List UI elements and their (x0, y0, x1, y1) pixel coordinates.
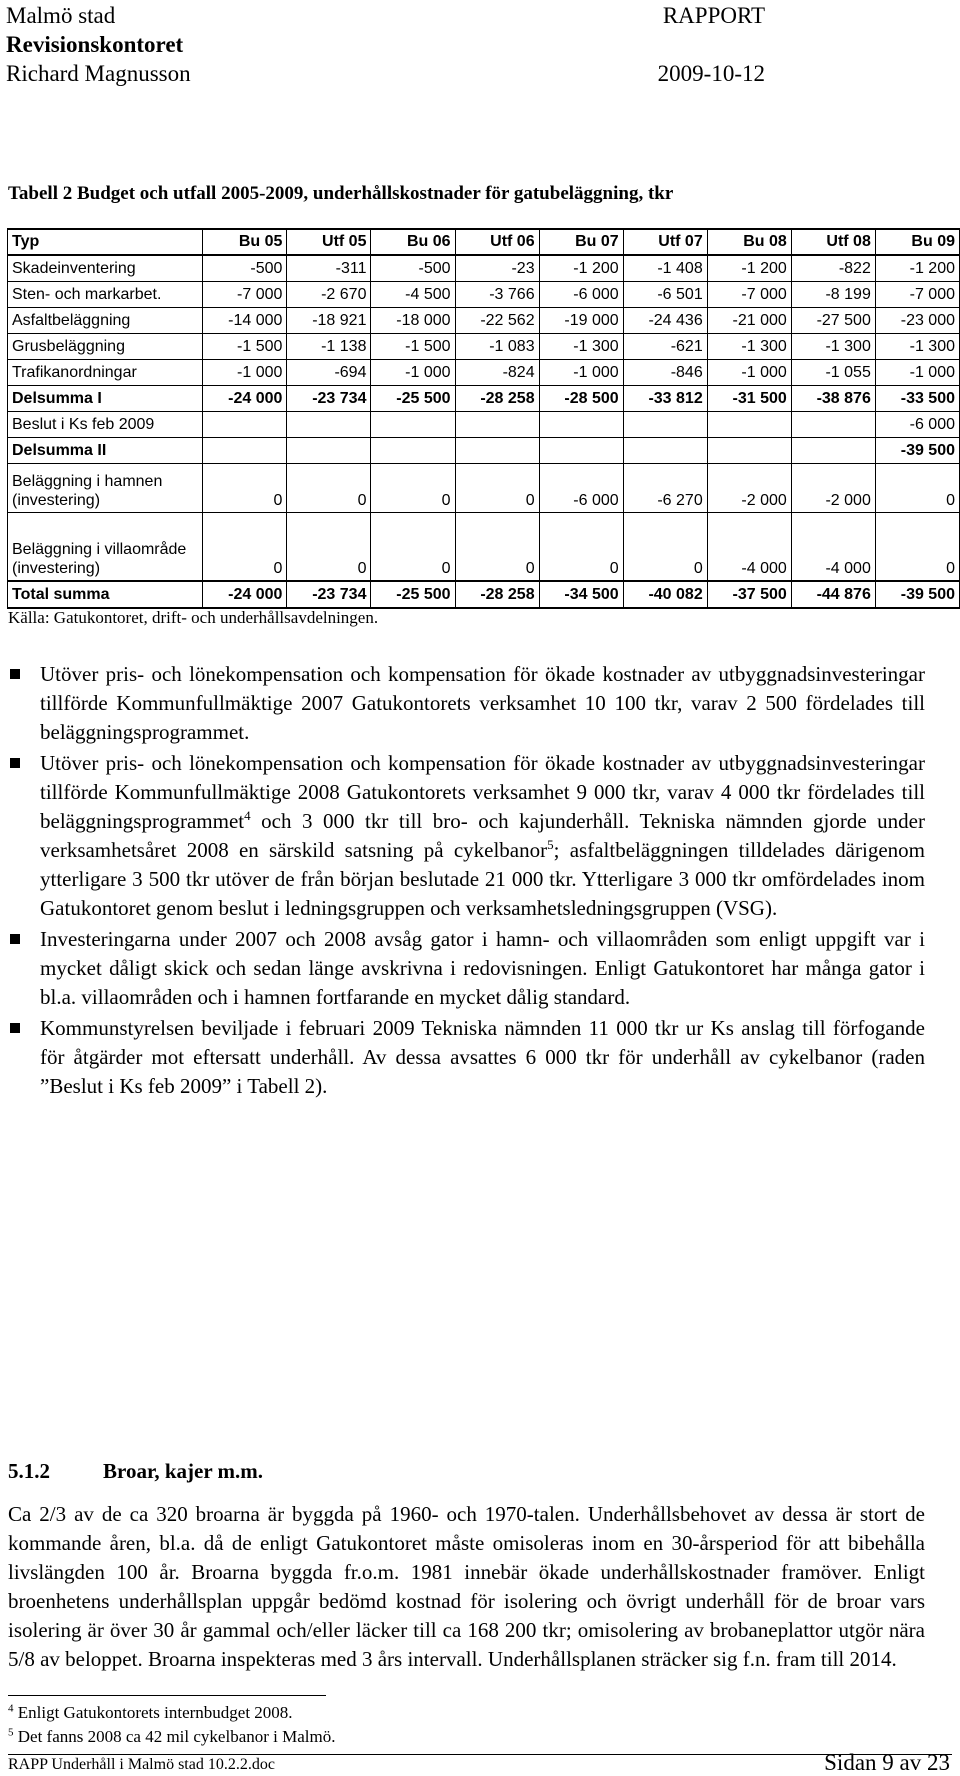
footnote (8, 1727, 335, 1747)
table-cell: -27 500 (791, 308, 875, 334)
table-cell: -25 500 (371, 581, 455, 608)
footnote-number: 5 (8, 1726, 14, 1739)
table-cell: -24 436 (623, 308, 707, 334)
table-cell: 0 (371, 513, 455, 582)
table-cell: -39 500 (875, 438, 959, 464)
table-cell (623, 412, 707, 438)
footnote-text: Det fanns 2008 ca 42 mil cykelbanor i Malmö. (17, 1727, 336, 1746)
table-cell: 0 (203, 464, 287, 513)
table-cell: -824 (455, 360, 539, 386)
table-cell (203, 438, 287, 464)
table-cell: -1 000 (875, 360, 959, 386)
footer-divider (8, 1754, 952, 1755)
table-cell: -25 500 (371, 386, 455, 412)
table-cell (287, 412, 371, 438)
table-cell: 0 (455, 464, 539, 513)
table-cell: -6 501 (623, 282, 707, 308)
table-cell: 0 (539, 513, 623, 582)
row-label: Trafikanordningar (8, 360, 203, 386)
table-cell: -24 000 (203, 581, 287, 608)
table-cell: -846 (623, 360, 707, 386)
row-label: Sten- och markarbet. (8, 282, 203, 308)
table-cell: -1 300 (875, 334, 959, 360)
footer-page-number: Sidan 9 av 23 (824, 1750, 950, 1775)
table-cell: -7 000 (875, 282, 959, 308)
table-cell: -2 000 (791, 464, 875, 513)
table-cell: -18 921 (287, 308, 371, 334)
bullet-text: Investeringarna under 2007 och 2008 avsåg gator i hamn- och villaområden som enligt uppgift var i mycket dåligt skick och sedan länge avskrivna i redovisningen. Enligt Gatukontoret har många gator i bl.a. villaområden och i hamnen fortfarande en mycket dålig standard. (40, 927, 925, 1009)
bullet-text-part: ; asfaltbeläggningen tilldelades därigenom ytterligare 3 500 tkr utöver de från början beslutade 21 000 tkr. Ytterligare 3 000 tkr omfördelades inom Gatukontoret genom beslut i ledningsgruppen och verksamhetsledningsgruppen (VSG). (40, 838, 925, 920)
table-row (8, 386, 960, 412)
column-header: Utf 08 (791, 229, 875, 255)
bullet-list (8, 660, 925, 1103)
table-cell: -1 300 (539, 334, 623, 360)
table-cell: -2 670 (287, 282, 371, 308)
table-cell: -14 000 (203, 308, 287, 334)
table-cell: -822 (791, 255, 875, 282)
table-cell: -8 199 (791, 282, 875, 308)
table-cell (539, 438, 623, 464)
bullet-item (8, 925, 925, 1012)
table-cell: 0 (455, 513, 539, 582)
bullet-square-icon (10, 669, 20, 679)
column-header: Utf 07 (623, 229, 707, 255)
footnote-text: Enligt Gatukontorets internbudget 2008. (17, 1703, 293, 1722)
table-row (8, 334, 960, 360)
footnote-number: 4 (8, 1702, 14, 1715)
bullet-text-part: och 3 000 tkr till bro- och kajunderhåll. Tekniska nämnden gjorde under verksamhetsåret 2008 en särskild satsning på cykelbanor (40, 809, 925, 862)
table-cell: -1 500 (203, 334, 287, 360)
table-cell: -621 (623, 334, 707, 360)
table-cell: -22 562 (455, 308, 539, 334)
table-cell (791, 412, 875, 438)
table-cell: -4 500 (371, 282, 455, 308)
table-cell (707, 412, 791, 438)
header-date: 2009-10-12 (657, 61, 765, 86)
table-row (8, 360, 960, 386)
bullet-item (8, 1014, 925, 1101)
header-dept: Revisionskontoret (6, 32, 184, 57)
row-label: Delsumma I (8, 386, 203, 412)
bullet-text: Utöver pris- och lönekompensation och kompensation för ökade kostnader av utbyggnadsinvesteringar tillförde Kommunfullmäktige 2007 Gatukontorets verksamhet 10 100 tkr, varav 2 500 fördelades till beläggningsprogrammet. (40, 662, 925, 744)
footnote-ref[interactable]: 4 (244, 808, 251, 823)
table-cell: -1 300 (791, 334, 875, 360)
header-left (6, 1, 191, 88)
table-cell: -1 138 (287, 334, 371, 360)
table-cell: -23 (455, 255, 539, 282)
column-header: Bu 09 (875, 229, 959, 255)
table-row (8, 581, 960, 608)
table-cell: -7 000 (203, 282, 287, 308)
table-cell (707, 438, 791, 464)
table-cell: 0 (371, 464, 455, 513)
table-row (8, 412, 960, 438)
page-header (0, 0, 960, 100)
table-cell: -6 000 (539, 282, 623, 308)
table-cell: -2 000 (707, 464, 791, 513)
table-cell (623, 438, 707, 464)
table-cell (455, 412, 539, 438)
bullet-text: Kommunstyrelsen beviljade i februari 2009 Tekniska nämnden 11 000 tkr ur Ks anslag till förfogande för åtgärder mot eftersatt underhåll. Av dessa avsattes 6 000 tkr för underhåll av cykelbanor (raden ”Beslut i Ks feb 2009” i Tabell 2). (40, 1016, 925, 1098)
table-cell: -33 500 (875, 386, 959, 412)
section-number: 5.1.2 (8, 1459, 50, 1483)
row-label: Beläggning i hamnen (investering) (8, 464, 203, 513)
table-cell (371, 412, 455, 438)
page-footer (0, 1750, 960, 1775)
column-header: Bu 06 (371, 229, 455, 255)
table-cell: -4 000 (791, 513, 875, 582)
section-body: Ca 2/3 av de ca 320 broarna är byggda på 1960- och 1970-talen. Underhållsbehovet av dessa är stort de kommande åren, bl.a. då de enligt Gatukontoret måste omisoleras inom en 30-årsperiod för att bibehålla livslängden 100 år. Broarna byggda fr.o.m. 1981 innebär ökade underhållskostnader framöver. Enligt broenhetens underhållsplan uppgår bedömd kostnad för isolering och övrigt underhåll för de broar vars isolering är över 30 år gammal och/eller läcker till ca 168 200 tkr; omisolering av brobaneplattor utgör nära 5/8 av beloppet. Broarna inspekteras med 3 års intervall. Underhållsplanen sträcker sig f.n. fram till 2014. (8, 1502, 925, 1671)
table-cell: -6 000 (539, 464, 623, 513)
table-row (8, 282, 960, 308)
table-source: Källa: Gatukontoret, drift- och underhållsavdelningen. (8, 608, 379, 627)
table-cell: -24 000 (203, 386, 287, 412)
table-cell: -37 500 (707, 581, 791, 608)
table-caption: Tabell 2 Budget och utfall 2005-2009, underhållskostnader för gatubeläggning, tkr (8, 183, 674, 204)
table-cell: -1 408 (623, 255, 707, 282)
header-author: Richard Magnusson (6, 61, 191, 86)
footnote (8, 1703, 293, 1723)
table-cell: 0 (203, 513, 287, 582)
row-label: Skadeinventering (8, 255, 203, 282)
table-row (8, 513, 960, 582)
table-cell: -21 000 (707, 308, 791, 334)
table-cell: 0 (287, 513, 371, 582)
row-label: Total summa (8, 581, 203, 608)
table-cell: -6 270 (623, 464, 707, 513)
table-cell: -39 500 (875, 581, 959, 608)
table-cell: -31 500 (707, 386, 791, 412)
row-label: Grusbeläggning (8, 334, 203, 360)
column-header: Utf 06 (455, 229, 539, 255)
bullet-item (8, 749, 925, 923)
table-cell: -1 500 (371, 334, 455, 360)
bullet-text-part: Utöver pris- och lönekompensation och kompensation för ökade kostnader av utbyggnadsinvesteringar tillförde Kommunfullmäktige 2008 Gatukontorets verksamhet 9 000 tkr, varav 4 000 tkr fördelades till beläggningsprogrammet (40, 751, 925, 833)
table-cell: -38 876 (791, 386, 875, 412)
table-cell (371, 438, 455, 464)
table-row (8, 308, 960, 334)
table-cell: -28 258 (455, 386, 539, 412)
table-cell: -1 200 (707, 255, 791, 282)
column-header: Bu 05 (203, 229, 287, 255)
header-right (658, 1, 765, 88)
table-cell: -34 500 (539, 581, 623, 608)
table-cell: -1 000 (707, 360, 791, 386)
section-title: Broar, kajer m.m. (103, 1459, 264, 1483)
row-label: Beläggning i villaområde (investering) (8, 513, 203, 582)
row-label: Delsumma II (8, 438, 203, 464)
bullet-square-icon (10, 934, 20, 944)
column-header-typ: Typ (8, 229, 203, 255)
budget-table (7, 228, 960, 609)
column-header: Bu 08 (707, 229, 791, 255)
header-doc-type: RAPPORT (662, 3, 765, 28)
table-cell: -1 300 (707, 334, 791, 360)
table-row (8, 464, 960, 513)
table-cell: -500 (371, 255, 455, 282)
table-cell: -3 766 (455, 282, 539, 308)
table-cell: -311 (287, 255, 371, 282)
bullet-item (8, 660, 925, 747)
table-cell: -6 000 (875, 412, 959, 438)
table-cell: -18 000 (371, 308, 455, 334)
table-cell: -23 734 (287, 386, 371, 412)
table-cell (455, 438, 539, 464)
footer-filename: RAPP Underhåll i Malmö stad 10.2.2.doc (8, 1756, 275, 1773)
table-cell: -1 200 (539, 255, 623, 282)
table-cell: -33 812 (623, 386, 707, 412)
table-cell: 0 (875, 464, 959, 513)
table-cell: 0 (623, 513, 707, 582)
table-cell (791, 438, 875, 464)
table-cell: -500 (203, 255, 287, 282)
bullet-square-icon (10, 1023, 20, 1033)
column-header: Utf 05 (287, 229, 371, 255)
table-cell: -40 082 (623, 581, 707, 608)
table-header-row (8, 229, 960, 255)
table-cell: -23 734 (287, 581, 371, 608)
table-cell: -1 000 (371, 360, 455, 386)
header-org: Malmö stad (6, 3, 116, 28)
table-cell: -28 258 (455, 581, 539, 608)
table-cell: 0 (287, 464, 371, 513)
table-cell (287, 438, 371, 464)
table-cell: -1 200 (875, 255, 959, 282)
table-row (8, 255, 960, 282)
section-heading (8, 1459, 263, 1484)
footnote-ref[interactable]: 5 (547, 837, 554, 852)
table-cell: -28 500 (539, 386, 623, 412)
table-cell: -1 055 (791, 360, 875, 386)
table-cell: -23 000 (875, 308, 959, 334)
table-cell (203, 412, 287, 438)
row-label: Beslut i Ks feb 2009 (8, 412, 203, 438)
table-cell: -44 876 (791, 581, 875, 608)
table-cell: -4 000 (707, 513, 791, 582)
footnote-divider (8, 1695, 326, 1696)
table-cell: -7 000 (707, 282, 791, 308)
table-cell: -1 083 (455, 334, 539, 360)
table-cell: -1 000 (203, 360, 287, 386)
budget-table-body (8, 229, 960, 608)
table-cell: 0 (875, 513, 959, 582)
table-cell: -19 000 (539, 308, 623, 334)
table-cell: -694 (287, 360, 371, 386)
table-cell (539, 412, 623, 438)
column-header: Bu 07 (539, 229, 623, 255)
table-cell: -1 000 (539, 360, 623, 386)
row-label: Asfaltbeläggning (8, 308, 203, 334)
table-row (8, 438, 960, 464)
bullet-square-icon (10, 758, 20, 768)
